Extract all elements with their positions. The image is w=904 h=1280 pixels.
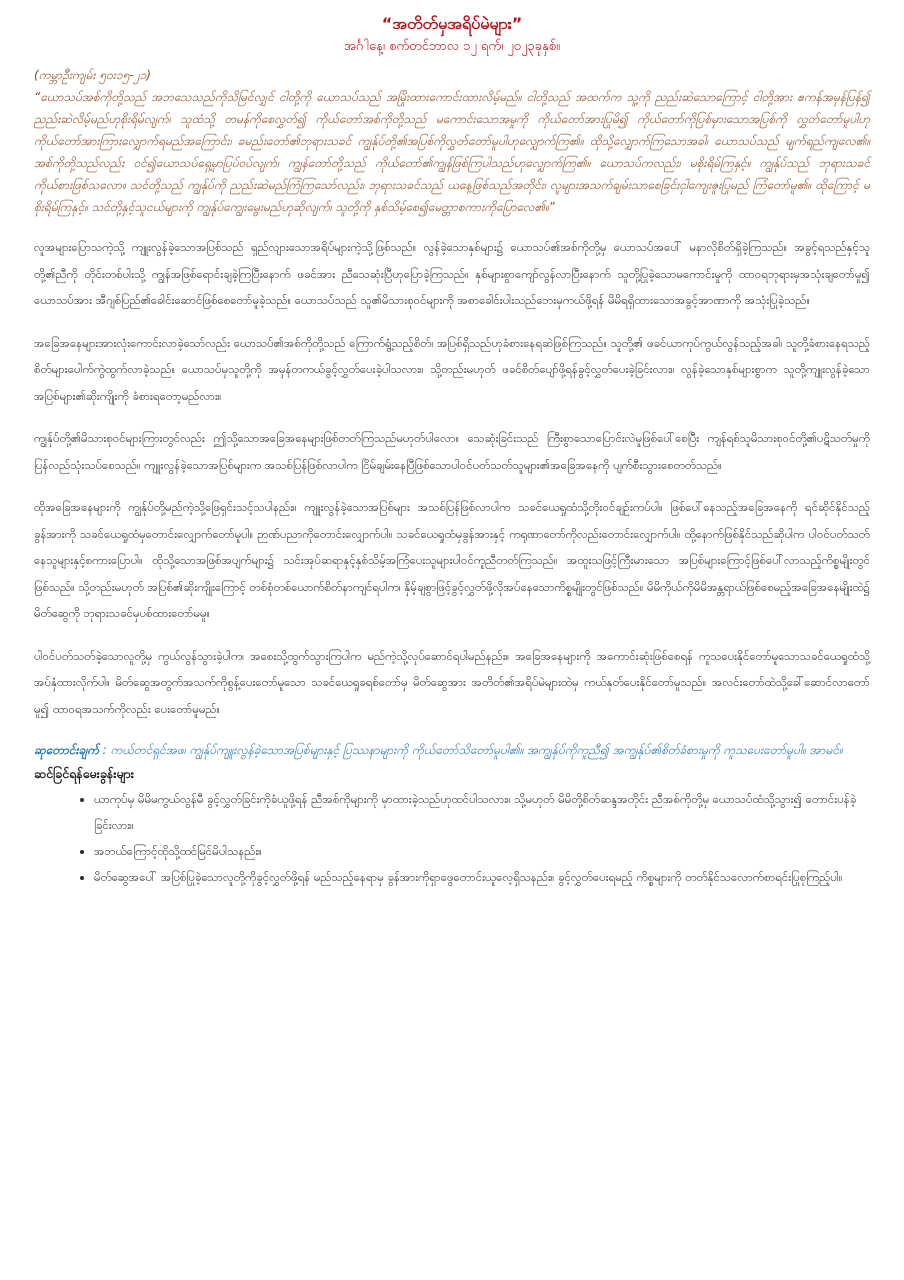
body-paragraph-2: အခြေအနေများအားလုံးကောင်းလာခဲ့သော်လည်း ယောသပ်၏အစ်ကိုတို့သည် ကြောက်ရွံ့သည့်စိတ်၊ အပြစ်ရှိသည်ဟုခံစားနေရဆဲဖြစ်ကြသည်။ သူတို့၏ ဖခင်ယာကုပ်ကွယ်လွန်သည့်အခါ၊ သူတို့ခံစားနေရသည့်စိတ်များပေါက်ကွဲထွက်လာခဲ့သည်။ ယောသပ်မှသူတို့ကို အမှန်တကယ်ခွင့်လွှတ်ပေးခဲ့ပါသလား။ သို့တည်းမဟုတ် ဖခင်စိတ်ပျော်ဖို့ရန်ခွင့်လွှတ်ပေးခဲ့ခြင်းလား။ လွန်ခဲ့သောနှစ်များစွာက သူတို့ကျူးလွန်ခဲ့သောအပြစ်များ၏ဆိုးကျိုးကို ခံစားရတော့မည်လား။ xyxy=(34,335,870,403)
question-item-1: • ယာကုပ်မှ မိမိမကွယ်လွန်မီ ခွင့်လွှတ်ခြင်းကိုခံယူဖို့ရန် ညီအစ်ကိုများကို မှာထားခဲ့သည်ဟုထင်ပါသလား။ သို့မဟုတ် မိမိတို့စိတ်ဆန္ဒအတိုင်း ညီအစ်ကိုတို့မှ ယောသပ်ထံသို့သွား၍ တောင်းပန်ခဲ့ခြင်းလား။ xyxy=(94,786,870,838)
prayer-text: ကယ်တင်ရှင်အဖ၊ ကျွန်ုပ်ကျူးလွန်ခဲ့သောအပြစ်များနှင့် ပြဿနာများကို ကိုယ်တော်သိတော်မူပါ၏။ အကျွန်ုပ်ကိုကူညီ၍ အကျွန်ုပ်၏စိတ်ခံစားမှုကို ကူသပေးတော်မူပါ။ အာမင်။ xyxy=(110,743,843,757)
scripture-quote: “ယောသပ်အစ်ကိုတို့သည် အဘသေသည်ကိုသိမြင်လျှင် ငါတို့ကို ယောသပ်သည် အမြိုးထားကောင်းထားလိမ့်မည်။ ငါတို့သည် အထက်က သူ့ကို ညည်းဆဲသောကြောင့် ငါတို့အား ဧကန်အမှန်ပြန်၍ ညည်းဆဲလိမ့်မည်ဟုစိုးရိမ်လျက်၊ သူထံသို့ တမန်ကိုစေလွှတ်၍ ကိုယ်တော်အစ်ကိုတို့သည် မကောင်းသောအမှုကို ကိုယ်တော်အားပြုမိ၍ ကိုယ်တော်ကိုပြစ်မှားသောအပြစ်ကို လွှတ်တော်မူပါဟု ကိုယ်တော်အားကြားလျှောက်ရမည်အကြောင်း၊ ခမည်းတော်၏ဘုရားသခင် ကျွန်ုပ်တို့၏အပြစ်ကိုလွှတ်တော်မူပါဟုလျှောက်ကြ၏။ ထိုသို့လျှောက်ကြသောအခါ၊ ယောသပ်သည် မျက်ရည်ကျလေ၏။ အစ်ကိုတို့သည်လည်း ဝင်၍ယောသပ်ရှေ့မှာပြပ်ဝပ်လျက်၊ ကျွန်တော်တို့သည် ကိုယ်တော်၏ကျွန်ဖြစ်ကြပါသည်ဟုလျှောက်ကြ၏။ ယောသပ်ကလည်း၊ မစိုးရိမ်ကြနှင့်။ ကျွန်ုပ်သည် ဘုရားသခင်ကိုယ်စားဖြစ်သလော။ သင်တို့သည် ကျွန်ုပ်ကို ညည်းဆဲမည်ကြံကြသော်လည်း၊ ဘုရားသခင်သည် ယနေ့ဖြစ်သည်အတိုင်း၊ လူများအသက်ချမ်းသာစေခြင်းငှါကျေးဇူးပြုမည် ကြံတော်မူ၏။ ထိုကြောင့် မစိုးရိမ်ကြနှင့်။ သင်တို့နှင့်သူငယ်များကို ကျွန်ုပ်ကျွေးမွေးမည်ဟုဆိုလျက်၊ သူတို့ကို နှစ်သိမ့်စေ၍မေတ္တာစကားကိုပြောလေ၏။” xyxy=(34,90,870,214)
body-paragraph-4: ထိုအခြေအနေများကို ကျွန်ုပ်တို့မည်ကဲ့သို့ဖြေရှင်းသင့်သပါနည်း။ ကျူးလွန်ခဲ့သောအပြစ်များ အသစ်ပြန်ဖြစ်လာပါက သခင်ယေရှုထံသို့တိုးဝင်ချဉ်းကပ်ပါ။ ဖြစ်ပေါ်နေသည့်အခြေအနေကို ရင်ဆိုင်နိုင်သည့်ခွန်အားကို သခင်ယေရှုထံမှတောင်းလျှောက်တော်မူပါ။ ဉာဏ်ပညာကိုတောင်းလျှောက်ပါ။ သခင်ယေရှုထံမှခွန်အားနှင့် ကရုဏာတော်ကိုလည်းတောင်းလျှောက်ပါ။ ထို့နောက်ဖြစ်နိုင်သည်ဆိုပါက ပါဝင်ပတ်သတ်နေသူများနှင့်စကားပြောပါ။ ထိုသို့သောအဖြစ်အပျက်များ၌ သင်းအုပ်ဆရာနှင့်နှစ်သိမ့်အကြံပေးသူများပါဝင်ကူညီတတ်ကြသည်။ အထူးသဖြင့်ကြီးမားသော အပြစ်များကြောင့်ဖြစ်ပေါ်လာသည့်ကိစ္စမျိုးတွင်ဖြစ်သည်။ သို့တည်းမဟုတ် အပြစ်၏ဆိုးကျိုးကြောင့် တစ်စုံတစ်ယောက်စိတ်နာကျင်ရပါက၊ နှိမ့်ချစွာဖြင့်ခွင့်လွှတ်ဖို့လိုအပ်နေသောကိစ္စမျိုးတွင်ဖြစ်သည်။ မိမိကိုယ်ကိုမိမိအန္တရာယ်ဖြစ်စေမည့်အခြေအနေမျိုးထဲ၌ မိတ်ဆွေကို ဘုရားသခင်မှပစ်ထားတော်မမူ။ xyxy=(34,500,870,620)
questions-heading: ဆင်ခြင်ရန်မေးခွန်းများ xyxy=(34,766,134,781)
prayer-block xyxy=(34,738,870,762)
prayer-separator: : xyxy=(98,743,111,757)
page-title: “အတိတ်မှအရိပ်မဲများ” xyxy=(381,14,523,33)
questions-list xyxy=(34,786,870,890)
prayer-label: ဆုတောင်းချက် xyxy=(34,743,99,757)
page-date: အင်္ဂါနေ့၊ စက်တင်ဘာလ ၁၂ ရက်၊ ၂၀၂၃ခုနှစ်။ xyxy=(344,39,560,54)
question-item-3: • မိတ်ဆွေအပေါ် အပြစ်ပြုခဲ့သောလူတို့ကိုခွင့်လွှတ်ဖို့ရန် မည်သည့်နေရာမှ ခွန်အားကိုရှာဖွေတောင်းယူလေ့ရှိသနည်း။ ခွင့်လွှတ်ပေးရမည့် ကိစ္စများကို တတ်နိုင်သလောက်စာရင်းပြုစုကြည့်ပါ။ xyxy=(94,864,870,890)
body-paragraph-5: ပါဝင်ပတ်သတ်ခဲ့သောလူတို့မှ ကွယ်လွန်သွားခဲ့ပါက၊ အစေးသို့ထွက်သွားကြပါက မည်ကဲ့သို့လုပ်ဆောင်ရပါမည်နည်း။ အခြေအနေများကို အကောင်းဆုံးဖြစ်စေရန် ကူသပေးနိုင်တော်မူသောသခင်ယေရှုထံသို့ အပ်နှံထားလိုက်ပါ။ မိတ်ဆွေအတွက်အသက်ကိုစွန့်ပေးတော်မူသော သခင်ယေရှုခရစ်တော်မှ မိတ်ဆွေအား အတိတ်၏အရိပ်မဲများထဲမှ ကယ်နုတ်ပေးနိုင်တော်မူသည်။ အလင်းတော်ထဲသို့ခေါ်ဆောင်လာတော်မူ၍ ထာဝရအသက်ကိုလည်း ပေးတော်မူမည်။ xyxy=(34,648,870,716)
scripture-reference: (ကမ္ဘာဦးကျမ်း ၅၀း၁၅-၂၁) xyxy=(34,68,151,82)
body-paragraph-1: လူအများပြောသကဲ့သို့ ကျူးလွန်ခဲ့သောအပြစ်သည် ရှည်လျားသောအရိပ်များကဲ့သို့ဖြစ်သည်။ လွန်ခဲ့သောနှစ်များ၌ ယောသပ်၏အစ်ကိုတို့မှ ယောသပ်အပေါ် မနာလိုစိတ်ရှိခဲ့ကြသည်။ အခွင့်ရသည်နှင့်သူတို့၏ညီကို တိုင်းတစ်ပါးသို့ ကျွန်အဖြစ်ရောင်းချခဲ့ကြပြီးနောက် ဖခင်အား ညီသေဆုံးပြီဟုပြောခဲ့ကြသည်။ နှစ်များစွာကျော်လွန်လာပြီးနောက် သူတို့ပြုခဲ့သောမကောင်းမှုကို ထာဝရဘုရားမှအသုံးချတော်မူ၍ ယောသပ်အား အီဂျစ်ပြည်၏ခေါင်းဆောင်ဖြစ်စေတော်မူခဲ့သည်။ ယောသပ်သည် သူ၏မိသားစုဝင်များကို အစာခေါင်းပါးသည်ဘေးမှကယ်ဖို့ရန် မိမိရရှိထားသောအခွင့်အာဏာကို အသုံးပြုခဲ့သည်။ xyxy=(34,240,870,307)
question-item-2: • အဘယ်ကြောင့်ထိုသို့ထင်မြင်မိပါသနည်း။ xyxy=(94,838,870,864)
body-paragraph-3: ကျွန်ုပ်တို့၏မိသားစုဝင်များကြားတွင်လည်း ဤသို့သောအခြေအနေများဖြစ်တတ်ကြသည်မဟုတ်ပါလော။ သေဆုံးခြင်းသည် ကြီးစွာသောပြောင်းလဲမှုဖြစ်ပေါ်စေပြီး ကျန်ရစ်သူမိသားစုဝင်တို့၏ပဋိသတ်မှုကို ပြန်လည်သုံးသပ်စေသည်။ ကျူးလွန်ခဲ့သောအပြစ်များက အသစ်ပြန်ဖြစ်လာပါက ငြိမ်ချမ်းနေပြီဖြစ်သောပါဝင်ပတ်သတ်သူများ၏အခြေအနေကို ပျက်စီးသွားစေတတ်သည်။ xyxy=(34,431,870,472)
